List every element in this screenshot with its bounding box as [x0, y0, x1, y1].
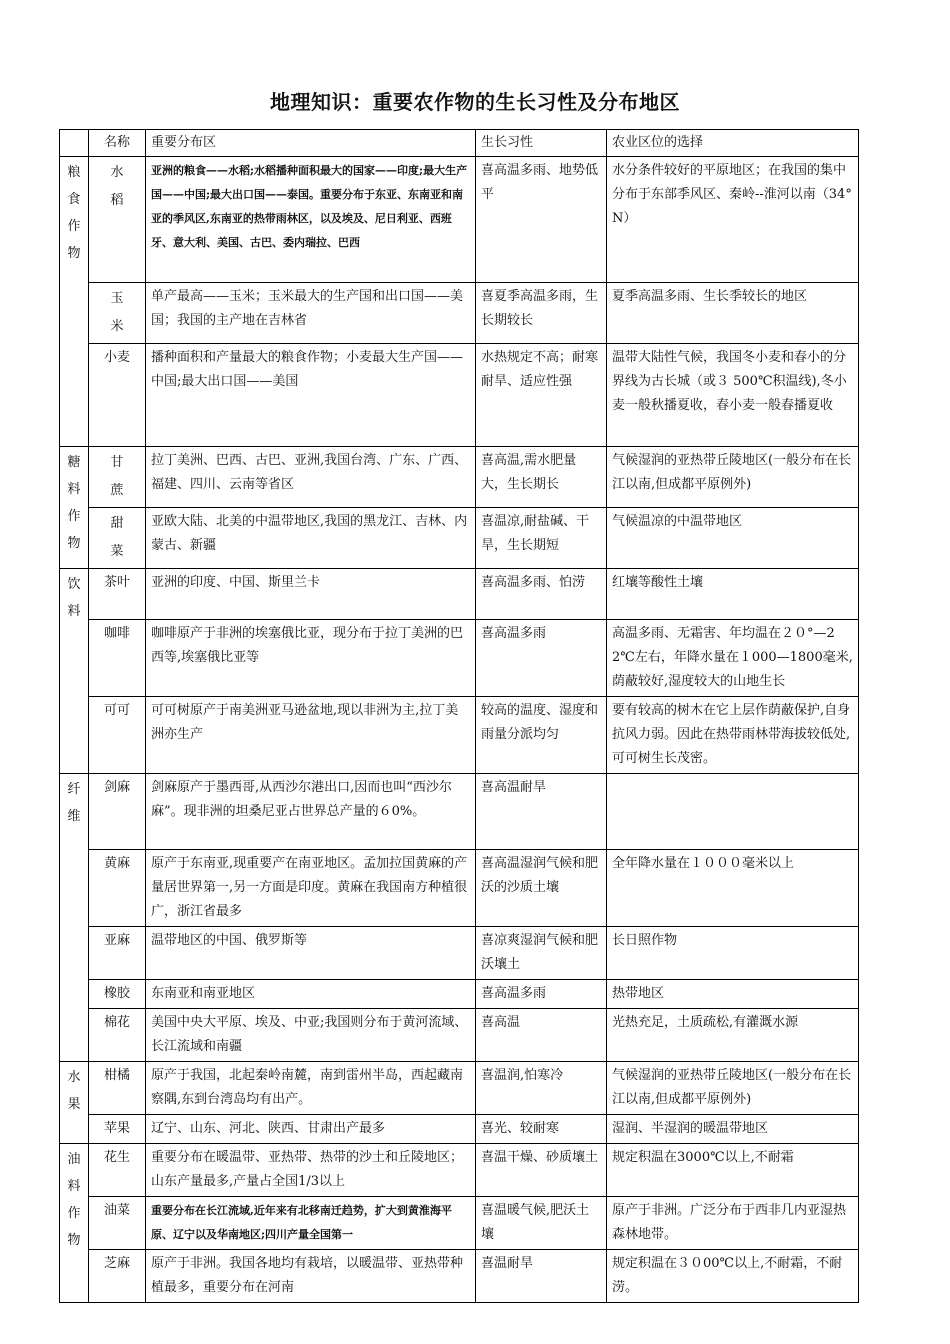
crop-habit: 喜高温,需水肥量大，生长期长 — [476, 447, 607, 508]
crop-location: 红壤等酸性土壤 — [607, 569, 859, 620]
crop-habit: 较高的温度、湿度和雨量分派均匀 — [476, 697, 607, 774]
crop-location: 湿润、半湿润的暖温带地区 — [607, 1115, 859, 1144]
crop-location: 全年降水量在１０００毫米以上 — [607, 850, 859, 927]
crop-habit: 喜高温多雨 — [476, 980, 607, 1009]
crop-name: 水稻 — [89, 157, 146, 283]
table-header-row — [60, 130, 859, 157]
crop-habit: 喜夏季高温多雨，生长期较长 — [476, 283, 607, 344]
crop-name: 橡胶 — [89, 980, 146, 1009]
crop-name: 甘蔗 — [89, 447, 146, 508]
category-sugar: 糖料作物 — [60, 447, 89, 569]
crop-habit: 喜高温 — [476, 1009, 607, 1062]
crop-name: 咖啡 — [89, 620, 146, 697]
crop-distribution: 亚欧大陆、北美的中温带地区,我国的黑龙江、吉林、内蒙古、新疆 — [146, 508, 476, 569]
table-row — [60, 283, 859, 344]
table-row — [60, 697, 859, 774]
crop-distribution: 亚洲的粮食——水稻;水稻播种面积最大的国家——印度;最大生产国——中国;最大出口国——泰国。重要分布于东亚、东南亚和南亚的季风区,东南亚的热带雨林区，以及埃及、尼日利亚、西班牙、意大利、美国、古巴、委内瑞拉、巴西 — [146, 157, 476, 283]
table-row — [60, 157, 859, 283]
table-row — [60, 1115, 859, 1144]
crop-name: 苹果 — [89, 1115, 146, 1144]
crop-name: 花生 — [89, 1144, 146, 1197]
crop-location: 气候湿润的亚热带丘陵地区(一般分布在长江以南,但成都平原例外) — [607, 447, 859, 508]
crop-distribution: 播种面积和产量最大的粮食作物；小麦最大生产国——中国;最大出口国——美国 — [146, 344, 476, 447]
table-row — [60, 1250, 859, 1303]
crop-location: 温带大陆性气候，我国冬小麦和春小的分界线为古长城（或３ 500℃积温线),冬小麦一般秋播夏收，春小麦一般春播夏收 — [607, 344, 859, 447]
crop-habit: 喜温润,怕寒冷 — [476, 1062, 607, 1115]
table-row — [60, 1144, 859, 1197]
table-row — [60, 620, 859, 697]
crop-location: 光热充足，土质疏松,有灌溉水源 — [607, 1009, 859, 1062]
crop-distribution: 重要分布在暖温带、亚热带、热带的沙土和丘陵地区；山东产量最多,产量占全国1/3以上 — [146, 1144, 476, 1197]
crop-name: 黄麻 — [89, 850, 146, 927]
crop-habit: 喜高温多雨、怕涝 — [476, 569, 607, 620]
crop-distribution: 亚洲的印度、中国、斯里兰卡 — [146, 569, 476, 620]
table-row — [60, 927, 859, 980]
category-grain: 粮食作物 — [60, 157, 89, 447]
crop-name: 可可 — [89, 697, 146, 774]
table-row — [60, 980, 859, 1009]
table-row — [60, 344, 859, 447]
table-row — [60, 508, 859, 569]
table-row — [60, 774, 859, 850]
crop-name: 茶叶 — [89, 569, 146, 620]
crop-location: 气候温凉的中温带地区 — [607, 508, 859, 569]
header-category — [60, 130, 89, 157]
crop-table — [59, 129, 859, 1303]
crop-distribution: 剑麻原产于墨西哥,从西沙尔港出口,因而也叫“西沙尔麻”。现非洲的坦桑尼亚占世界总产量的６0%。 — [146, 774, 476, 850]
crop-distribution: 东南亚和南亚地区 — [146, 980, 476, 1009]
crop-habit: 喜光、较耐寒 — [476, 1115, 607, 1144]
table-row — [60, 850, 859, 927]
crop-location: 要有较高的树木在它上层作荫蔽保护,自身抗风力弱。因此在热带雨林带海拔较低处,可可树生长茂密。 — [607, 697, 859, 774]
crop-location: 水分条件较好的平原地区；在我国的集中分布于东部季风区、秦岭--淮河以南（34°N） — [607, 157, 859, 283]
crop-distribution: 原产于东南亚,现重要产在南亚地区。孟加拉国黄麻的产量居世界第一,另一方面是印度。黄麻在我国南方种植很广，浙江省最多 — [146, 850, 476, 927]
table-row — [60, 1197, 859, 1250]
document-title: 地理知识：重要农作物的生长习性及分布地区 — [270, 90, 680, 114]
category-drink: 饮料 — [60, 569, 89, 774]
crop-distribution: 原产于非洲。我国各地均有栽培，以暖温带、亚热带种植最多，重要分布在河南 — [146, 1250, 476, 1303]
table-row — [60, 1062, 859, 1115]
crop-name: 剑麻 — [89, 774, 146, 850]
crop-habit: 喜温干燥、砂质壤土 — [476, 1144, 607, 1197]
crop-name: 亚麻 — [89, 927, 146, 980]
crop-location: 高温多雨、无霜害、年均温在２０°—22℃左右，年降水量在１000—1800毫米,荫蔽较好,湿度较大的山地生长 — [607, 620, 859, 697]
crop-name: 芝麻 — [89, 1250, 146, 1303]
crop-habit: 喜高温耐旱 — [476, 774, 607, 850]
crop-distribution: 拉丁美洲、巴西、古巴、亚洲,我国台湾、广东、广西、福建、四川、云南等省区 — [146, 447, 476, 508]
category-fruit: 水果 — [60, 1062, 89, 1144]
header-distribution: 重要分布区 — [146, 130, 476, 157]
crop-habit: 喜凉爽湿润气候和肥沃壤土 — [476, 927, 607, 980]
crop-habit: 喜高温多雨 — [476, 620, 607, 697]
crop-habit: 喜温耐旱 — [476, 1250, 607, 1303]
crop-name: 玉米 — [89, 283, 146, 344]
crop-name: 棉花 — [89, 1009, 146, 1062]
crop-distribution: 单产最高——玉米；玉米最大的生产国和出口国——美国；我国的主产地在吉林省 — [146, 283, 476, 344]
crop-location — [607, 774, 859, 850]
crop-location: 规定积温在3000℃以上,不耐霜 — [607, 1144, 859, 1197]
crop-habit: 水热规定不高；耐寒耐旱、适应性强 — [476, 344, 607, 447]
crop-location: 原产于非洲。广泛分布于西非几内亚湿热森林地带。 — [607, 1197, 859, 1250]
crop-distribution: 咖啡原产于非洲的埃塞俄比亚，现分布于拉丁美洲的巴西等,埃塞俄比亚等 — [146, 620, 476, 697]
crop-location: 规定积温在３０00℃以上,不耐霜，不耐涝。 — [607, 1250, 859, 1303]
crop-distribution: 美国中央大平原、埃及、中亚;我国则分布于黄河流域、长江流域和南疆 — [146, 1009, 476, 1062]
crop-habit: 喜高温多雨、地势低平 — [476, 157, 607, 283]
table-row — [60, 569, 859, 620]
crop-distribution: 温带地区的中国、俄罗斯等 — [146, 927, 476, 980]
crop-name: 小麦 — [89, 344, 146, 447]
crop-location: 热带地区 — [607, 980, 859, 1009]
crop-name: 柑橘 — [89, 1062, 146, 1115]
crop-distribution: 可可树原产于南美洲亚马逊盆地,现以非洲为主,拉丁美洲亦生产 — [146, 697, 476, 774]
crop-distribution: 重要分布在长江流域,近年来有北移南迁趋势，扩大到黄淮海平原、辽宁以及华南地区;四川产量全国第一 — [146, 1197, 476, 1250]
crop-habit: 喜高温湿润气候和肥沃的沙质土壤 — [476, 850, 607, 927]
crop-name: 甜菜 — [89, 508, 146, 569]
crop-habit: 喜温暖气候,肥沃土壤 — [476, 1197, 607, 1250]
crop-location: 长日照作物 — [607, 927, 859, 980]
crop-habit: 喜温凉,耐盐碱、干旱，生长期短 — [476, 508, 607, 569]
crop-distribution: 原产于我国，北起秦岭南麓，南到雷州半岛，西起藏南察隅,东到台湾岛均有出产。 — [146, 1062, 476, 1115]
table-row — [60, 1009, 859, 1062]
header-location: 农业区位的选择 — [607, 130, 859, 157]
crop-distribution: 辽宁、山东、河北、陕西、甘肃出产最多 — [146, 1115, 476, 1144]
crop-location: 夏季高温多雨、生长季较长的地区 — [607, 283, 859, 344]
category-oil: 油料作物 — [60, 1144, 89, 1303]
crop-location: 气候湿润的亚热带丘陵地区(一般分布在长江以南,但成都平原例外) — [607, 1062, 859, 1115]
header-habit: 生长习性 — [476, 130, 607, 157]
table-row — [60, 447, 859, 508]
category-fiber: 纤维 — [60, 774, 89, 1062]
crop-name: 油菜 — [89, 1197, 146, 1250]
header-name: 名称 — [89, 130, 146, 157]
